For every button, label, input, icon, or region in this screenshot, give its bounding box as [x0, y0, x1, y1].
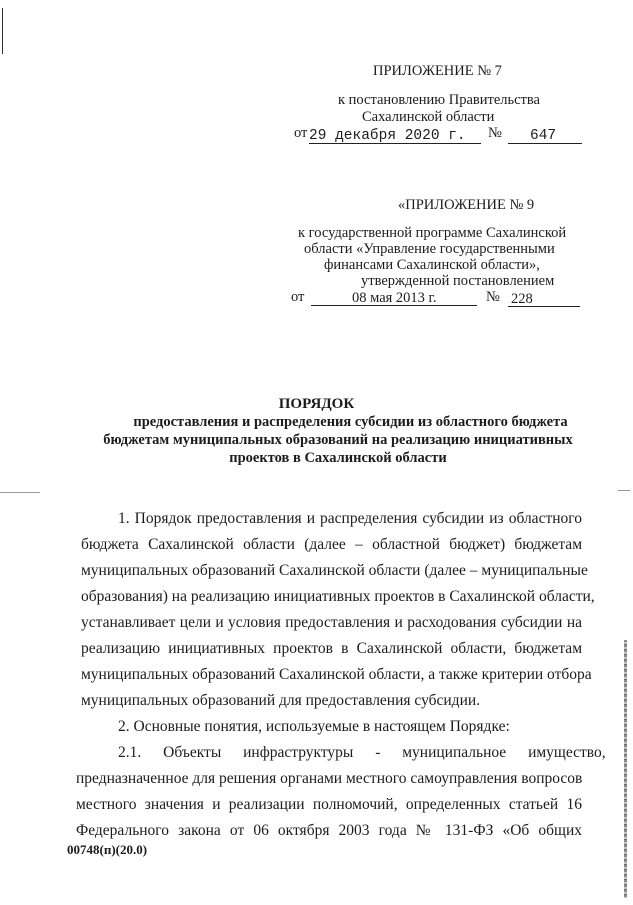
- body-line: предназначенное для решения органами местного самоуправления вопросов: [76, 770, 583, 787]
- appendix7-title: ПРИЛОЖЕНИЕ № 7: [373, 63, 502, 79]
- body-line: образования) на реализацию инициативных проектов в Сахалинской области,: [81, 588, 595, 605]
- body-line: муниципальных образований Сахалинской области (далее – муниципальные: [81, 562, 588, 579]
- body-line: муниципальных образований для предоставления субсидии.: [81, 692, 481, 709]
- appendix9-line3: финансами Сахалинской области»,: [324, 257, 540, 273]
- appendix9-title: «ПРИЛОЖЕНИЕ № 9: [398, 197, 535, 213]
- body-line: местного значения и реализации полномочий, определенных статьей 16: [76, 796, 582, 813]
- decree-from-label: от: [294, 125, 308, 141]
- body-line: бюджета Сахалинской области (далее – областной бюджет) бюджетам: [81, 536, 582, 553]
- body-line: 1. Порядок предоставления и распределения субсидии из областного: [118, 510, 582, 527]
- body-line: реализацию инициативных проектов в Сахалинской области, бюджетам: [81, 640, 582, 657]
- appendix7-line1: к постановлению Правительства: [338, 92, 540, 108]
- body-line: 2. Основные понятия, используемые в настоящем Порядке:: [118, 718, 510, 735]
- document-subtitle-line2: бюджетам муниципальных образований на реализацию инициативных: [103, 432, 573, 448]
- scan-edge-mark: [2, 8, 3, 54]
- decree-number-field: [508, 128, 582, 144]
- appendix9-line4: утвержденной постановлением: [361, 273, 555, 289]
- program-date: 08 мая 2013 г.: [352, 290, 437, 306]
- scan-speck: [618, 490, 630, 491]
- decree-date: 29 декабря 2020 г.: [309, 128, 466, 144]
- scan-binding-edge: [624, 640, 627, 898]
- document-subtitle-line1: предоставления и распределения субсидии из областного бюджета: [133, 414, 568, 430]
- decree-number: 647: [530, 128, 557, 144]
- appendix9-line2: области «Управление государственными: [304, 241, 555, 257]
- decree-number-label: №: [488, 125, 502, 141]
- program-number: 228: [511, 291, 533, 307]
- body-line: 2.1. Объекты инфраструктуры - муниципальное имущество,: [118, 744, 606, 761]
- scan-speck: [0, 492, 40, 493]
- appendix7-line2: Сахалинской области: [362, 109, 495, 125]
- body-line: Федерального закона от 06 октября 2003 года № 131-ФЗ «Об общих: [76, 822, 582, 839]
- program-number-field: [508, 291, 580, 307]
- program-from-label: от: [291, 289, 305, 305]
- program-number-label: №: [486, 289, 500, 305]
- body-line: устанавливает цели и условия предоставления и расходования субсидии на: [81, 614, 582, 631]
- document-code: 00748(п)(20.0): [67, 842, 148, 857]
- program-date-field: [311, 290, 477, 306]
- document-subtitle-line3: проектов в Сахалинской области: [229, 450, 447, 466]
- appendix9-line1: к государственной программе Сахалинской: [298, 225, 567, 241]
- body-line: муниципальных образований Сахалинской области, а также критерии отбора: [81, 666, 592, 683]
- document-title: ПОРЯДОК: [278, 396, 355, 412]
- decree-date-field: [309, 128, 481, 144]
